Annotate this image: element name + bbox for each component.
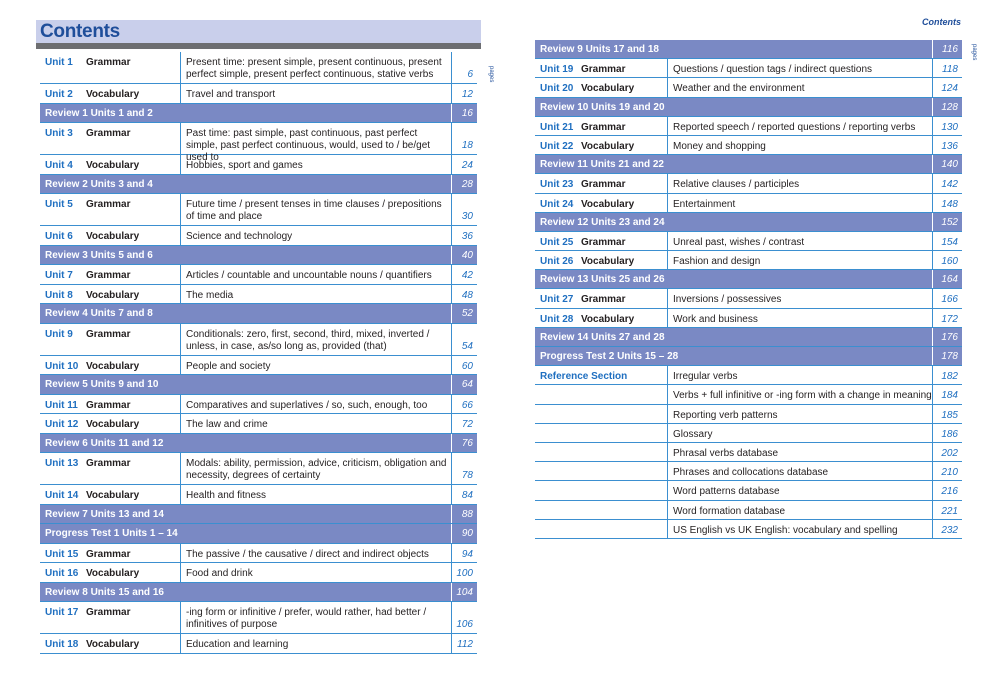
unit-label: Unit 4 bbox=[45, 160, 73, 171]
review-label: Review 12 Units 23 and 24 bbox=[540, 216, 665, 228]
unit-type: Vocabulary bbox=[86, 231, 140, 242]
unit-type: Grammar bbox=[581, 121, 626, 133]
page-number: 6 bbox=[451, 52, 477, 83]
topic-description: Money and shopping bbox=[667, 136, 932, 154]
review-row[interactable] bbox=[40, 505, 477, 525]
section-label bbox=[540, 405, 670, 423]
unit-row[interactable] bbox=[40, 123, 477, 163]
pages-side-label-left: pages bbox=[488, 66, 494, 83]
page-number: 128 bbox=[932, 98, 962, 116]
unit-row[interactable] bbox=[535, 194, 962, 213]
unit-row[interactable] bbox=[40, 453, 477, 485]
page-number: 64 bbox=[451, 375, 477, 394]
review-row[interactable] bbox=[40, 175, 477, 195]
unit-label: Unit 5 bbox=[45, 199, 73, 210]
page-number: 154 bbox=[932, 232, 962, 250]
page-number: 18 bbox=[451, 123, 477, 154]
review-row[interactable] bbox=[535, 40, 962, 59]
unit-type: Vocabulary bbox=[581, 140, 635, 152]
review-row[interactable] bbox=[535, 328, 962, 347]
topic-description: US English vs UK English: vocabulary and spelling bbox=[667, 520, 932, 538]
section-label bbox=[540, 443, 670, 461]
unit-row[interactable] bbox=[40, 285, 477, 305]
reference-row[interactable] bbox=[535, 520, 962, 539]
page-number: 94 bbox=[451, 544, 477, 563]
unit-row[interactable] bbox=[40, 414, 477, 434]
review-label: Review 10 Units 19 and 20 bbox=[540, 101, 665, 113]
unit-label: Unit 1 bbox=[45, 57, 73, 68]
unit-row[interactable] bbox=[40, 265, 477, 285]
unit-label: Unit 8 bbox=[45, 289, 73, 301]
unit-label: Unit 27 bbox=[540, 294, 574, 306]
unit-row[interactable] bbox=[40, 395, 477, 415]
page-number: 12 bbox=[451, 84, 477, 103]
page-number: 90 bbox=[451, 524, 477, 543]
topic-description: Articles / countable and uncountable nouns / quantifiers bbox=[180, 265, 451, 284]
unit-type: Grammar bbox=[86, 128, 131, 139]
page-number: 210 bbox=[932, 462, 962, 480]
page-number: 100 bbox=[451, 563, 477, 582]
reference-row[interactable] bbox=[535, 443, 962, 462]
unit-type: Vocabulary bbox=[86, 419, 140, 430]
unit-label: Unit 9 bbox=[45, 328, 73, 340]
topic-description: Education and learning bbox=[180, 634, 451, 653]
review-row[interactable] bbox=[40, 434, 477, 454]
page-number: 216 bbox=[932, 481, 962, 499]
unit-label: Unit 11 bbox=[45, 399, 78, 411]
unit-type: Vocabulary bbox=[581, 313, 635, 325]
page-number: 164 bbox=[932, 270, 962, 288]
page-number: 136 bbox=[932, 136, 962, 154]
review-label: Review 14 Units 27 and 28 bbox=[540, 331, 665, 343]
unit-row[interactable] bbox=[40, 324, 477, 356]
unit-type: Grammar bbox=[581, 64, 626, 76]
unit-type: Vocabulary bbox=[86, 89, 140, 100]
page-number: 160 bbox=[932, 251, 962, 269]
section-label bbox=[540, 424, 670, 442]
topic-description: Weather and the environment bbox=[667, 78, 932, 96]
page-number: 118 bbox=[932, 59, 962, 77]
page-number: 36 bbox=[451, 226, 477, 245]
unit-label: Unit 26 bbox=[540, 256, 574, 268]
topic-description: Word formation database bbox=[667, 501, 932, 519]
unit-label: Unit 12 bbox=[45, 419, 79, 430]
unit-row[interactable] bbox=[40, 84, 477, 104]
contents-title: Contents bbox=[36, 20, 481, 43]
unit-label: Unit 2 bbox=[45, 89, 73, 100]
unit-type: Vocabulary bbox=[581, 256, 635, 268]
page-number: 116 bbox=[932, 40, 962, 58]
unit-label: Unit 10 bbox=[45, 360, 79, 372]
review-row[interactable] bbox=[535, 347, 962, 366]
topic-description: Verbs + full infinitive or -ing form with a change in meaning bbox=[667, 385, 932, 403]
unit-label: Unit 28 bbox=[540, 313, 574, 325]
topic-description: Food and drink bbox=[180, 563, 451, 582]
review-label: Review 13 Units 25 and 26 bbox=[540, 274, 665, 286]
topic-description: -ing form or infinitive / prefer, would rather, had better / infinitives of purpose bbox=[180, 602, 451, 633]
page-number: 66 bbox=[451, 395, 477, 414]
unit-type: Grammar bbox=[86, 328, 131, 340]
topic-description: Work and business bbox=[667, 309, 932, 327]
review-label: Review 2 Units 3 and 4 bbox=[45, 178, 153, 190]
section-label bbox=[540, 385, 670, 403]
unit-label: Unit 15 bbox=[45, 548, 79, 560]
review-row[interactable] bbox=[535, 270, 962, 289]
page-number: 124 bbox=[932, 78, 962, 96]
unit-row[interactable] bbox=[535, 136, 962, 155]
topic-description: The law and crime bbox=[180, 414, 451, 433]
reference-row[interactable] bbox=[535, 424, 962, 443]
unit-type: Vocabulary bbox=[86, 289, 140, 301]
unit-type: Grammar bbox=[86, 270, 131, 281]
unit-label: Unit 6 bbox=[45, 231, 73, 242]
unit-label: Unit 14 bbox=[45, 490, 79, 501]
page-number: 148 bbox=[932, 194, 962, 212]
unit-type: Grammar bbox=[86, 607, 131, 618]
unit-type: Grammar bbox=[581, 179, 626, 191]
unit-label: Unit 17 bbox=[45, 607, 79, 618]
topic-description: Unreal past, wishes / contrast bbox=[667, 232, 932, 250]
unit-row[interactable] bbox=[40, 634, 477, 654]
reference-row[interactable] bbox=[535, 462, 962, 481]
topic-description: Questions / question tags / indirect questions bbox=[667, 59, 932, 77]
unit-type: Vocabulary bbox=[86, 568, 140, 579]
unit-row[interactable] bbox=[535, 309, 962, 328]
unit-row[interactable] bbox=[535, 78, 962, 97]
page-number: 78 bbox=[451, 453, 477, 484]
page-number: 48 bbox=[451, 285, 477, 304]
review-row[interactable] bbox=[40, 304, 477, 324]
review-label: Progress Test 2 Units 15 – 28 bbox=[540, 351, 679, 362]
reference-row[interactable] bbox=[535, 405, 962, 424]
unit-label: Unit 18 bbox=[45, 639, 79, 650]
review-label: Review 7 Units 13 and 14 bbox=[45, 508, 164, 520]
unit-row[interactable] bbox=[40, 155, 477, 175]
unit-label: Unit 16 bbox=[45, 568, 79, 579]
page-number: 24 bbox=[451, 155, 477, 174]
page-number: 84 bbox=[451, 485, 477, 504]
review-label: Review 8 Units 15 and 16 bbox=[45, 586, 164, 598]
unit-label: Unit 23 bbox=[540, 179, 574, 191]
review-row[interactable] bbox=[535, 155, 962, 174]
pages-side-label-right: pages bbox=[971, 44, 977, 61]
topic-description: Present time: present simple, present continuous, present perfect simple, present perfect continuous, stative verbs bbox=[180, 52, 451, 83]
page-number: 72 bbox=[451, 414, 477, 433]
unit-row[interactable] bbox=[40, 226, 477, 246]
unit-label: Unit 22 bbox=[540, 140, 574, 152]
unit-row[interactable] bbox=[535, 232, 962, 251]
topic-description: Reported speech / reported questions / reporting verbs bbox=[667, 117, 932, 135]
topic-description: Future time / present tenses in time clauses / prepositions of time and place bbox=[180, 194, 451, 225]
unit-row[interactable] bbox=[40, 356, 477, 376]
unit-row[interactable] bbox=[40, 544, 477, 564]
review-row[interactable] bbox=[535, 98, 962, 117]
review-row[interactable] bbox=[40, 104, 477, 124]
topic-description: The media bbox=[180, 285, 451, 304]
page-number: 76 bbox=[451, 434, 477, 453]
unit-row[interactable] bbox=[40, 602, 477, 634]
page-number: 221 bbox=[932, 501, 962, 519]
unit-type: Grammar bbox=[581, 294, 626, 306]
contents-table-left bbox=[40, 52, 477, 654]
topic-description: Phrasal verbs database bbox=[667, 443, 932, 461]
page-number: 186 bbox=[932, 424, 962, 442]
page-number: 88 bbox=[451, 505, 477, 524]
topic-description: Past time: past simple, past continuous, past perfect simple, past perfect continuous, would, used to / be/get used to bbox=[180, 123, 451, 154]
unit-type: Grammar bbox=[581, 236, 626, 248]
page-number: 130 bbox=[932, 117, 962, 135]
page-number: 166 bbox=[932, 289, 962, 307]
page-number: 142 bbox=[932, 174, 962, 192]
page-number: 152 bbox=[932, 213, 962, 231]
topic-description: Phrases and collocations database bbox=[667, 462, 932, 480]
topic-description: Fashion and design bbox=[667, 251, 932, 269]
unit-row[interactable] bbox=[535, 289, 962, 308]
page-number: 40 bbox=[451, 246, 477, 265]
unit-type: Grammar bbox=[86, 458, 131, 469]
review-label: Review 5 Units 9 and 10 bbox=[45, 379, 159, 390]
unit-row[interactable] bbox=[535, 117, 962, 136]
review-label: Progress Test 1 Units 1 – 14 bbox=[45, 528, 178, 539]
running-header: Contents bbox=[922, 17, 961, 27]
unit-label: Unit 24 bbox=[540, 198, 574, 210]
review-label: Review 4 Units 7 and 8 bbox=[45, 308, 153, 319]
page-number: 54 bbox=[451, 324, 477, 355]
review-label: Review 11 Units 21 and 22 bbox=[540, 159, 664, 171]
unit-type: Grammar bbox=[86, 199, 131, 210]
page-number: 178 bbox=[932, 347, 962, 365]
unit-type: Grammar bbox=[86, 548, 131, 560]
page-number: 104 bbox=[451, 583, 477, 602]
review-label: Review 6 Units 11 and 12 bbox=[45, 437, 164, 449]
unit-type: Vocabulary bbox=[86, 360, 140, 372]
section-label bbox=[540, 501, 670, 519]
unit-row[interactable] bbox=[535, 174, 962, 193]
unit-label: Unit 7 bbox=[45, 270, 73, 281]
contents-table-right bbox=[535, 40, 962, 539]
review-label: Review 3 Units 5 and 6 bbox=[45, 249, 153, 261]
topic-description: Word patterns database bbox=[667, 481, 932, 499]
unit-label: Unit 20 bbox=[540, 83, 574, 95]
review-row[interactable] bbox=[40, 583, 477, 603]
page-number: 106 bbox=[451, 602, 477, 633]
unit-label: Unit 21 bbox=[540, 121, 574, 133]
review-label: Review 1 Units 1 and 2 bbox=[45, 107, 153, 119]
page-number: 112 bbox=[451, 634, 477, 653]
page-number: 185 bbox=[932, 405, 962, 423]
review-row[interactable] bbox=[40, 524, 477, 544]
unit-type: Vocabulary bbox=[86, 160, 140, 171]
page-number: 176 bbox=[932, 328, 962, 346]
topic-description: Entertainment bbox=[667, 194, 932, 212]
unit-row[interactable] bbox=[40, 485, 477, 505]
unit-label: Unit 25 bbox=[540, 236, 574, 248]
topic-description: Health and fitness bbox=[180, 485, 451, 504]
page-number: 52 bbox=[451, 304, 477, 323]
unit-label: Unit 3 bbox=[45, 128, 73, 139]
reference-row[interactable] bbox=[535, 501, 962, 520]
unit-row[interactable] bbox=[40, 52, 477, 84]
page-number: 202 bbox=[932, 443, 962, 461]
page-number: 172 bbox=[932, 309, 962, 327]
page-number: 140 bbox=[932, 155, 962, 173]
unit-row[interactable] bbox=[535, 251, 962, 270]
page-number: 184 bbox=[932, 385, 962, 403]
reference-row[interactable] bbox=[535, 366, 962, 385]
topic-description: Science and technology bbox=[180, 226, 451, 245]
unit-label: Unit 19 bbox=[540, 64, 574, 76]
topic-description: The passive / the causative / direct and indirect objects bbox=[180, 544, 451, 563]
review-row[interactable] bbox=[40, 375, 477, 395]
topic-description: Irregular verbs bbox=[667, 366, 932, 384]
page-number: 60 bbox=[451, 356, 477, 375]
section-label bbox=[540, 481, 670, 499]
page-number: 42 bbox=[451, 265, 477, 284]
unit-type: Grammar bbox=[86, 57, 131, 68]
topic-description: People and society bbox=[180, 356, 451, 375]
unit-type: Vocabulary bbox=[86, 639, 140, 650]
section-label: Reference Section bbox=[540, 371, 628, 383]
page-number: 182 bbox=[932, 366, 962, 384]
review-row[interactable] bbox=[535, 213, 962, 232]
topic-description: Relative clauses / participles bbox=[667, 174, 932, 192]
page-number: 232 bbox=[932, 520, 962, 538]
section-label bbox=[540, 462, 670, 480]
topic-description: Glossary bbox=[667, 424, 932, 442]
topic-description: Reporting verb patterns bbox=[667, 405, 932, 423]
topic-description: Comparatives and superlatives / so, such, enough, too bbox=[180, 395, 451, 414]
unit-type: Vocabulary bbox=[86, 490, 140, 501]
review-label: Review 9 Units 17 and 18 bbox=[540, 44, 659, 55]
topic-description: Inversions / possessives bbox=[667, 289, 932, 307]
page-number: 30 bbox=[451, 194, 477, 225]
unit-type: Vocabulary bbox=[581, 198, 635, 210]
unit-row[interactable] bbox=[535, 59, 962, 78]
unit-row[interactable] bbox=[40, 194, 477, 226]
title-rule bbox=[36, 43, 481, 49]
topic-description: Conditionals: zero, first, second, third, mixed, inverted / unless, in case, as/so long as, provided (that) bbox=[180, 324, 451, 355]
page-number: 16 bbox=[451, 104, 477, 123]
topic-description: Travel and transport bbox=[180, 84, 451, 103]
topic-description: Hobbies, sport and games bbox=[180, 155, 451, 174]
page-number: 28 bbox=[451, 175, 477, 194]
unit-type: Vocabulary bbox=[581, 83, 635, 95]
topic-description: Modals: ability, permission, advice, criticism, obligation and necessity, degrees of certainty bbox=[180, 453, 451, 484]
review-row[interactable] bbox=[40, 246, 477, 266]
reference-row[interactable] bbox=[535, 481, 962, 500]
reference-row[interactable] bbox=[535, 385, 962, 404]
unit-label: Unit 13 bbox=[45, 458, 79, 469]
section-label bbox=[540, 520, 670, 538]
unit-row[interactable] bbox=[40, 563, 477, 583]
unit-type: Grammar bbox=[86, 399, 131, 411]
